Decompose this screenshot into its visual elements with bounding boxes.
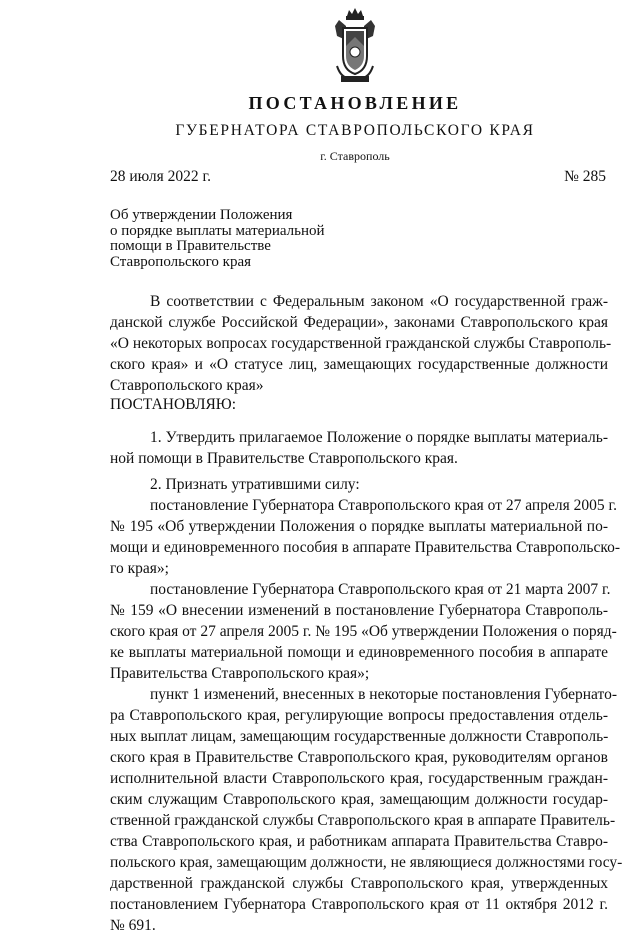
subject-line: Ставропольского края [110,253,251,270]
item-2-line: ственной гражданской службы Ставропольского края в аппарате Правитель- [110,812,616,829]
item-2-line: постановление Губернатора Ставропольского края от 21 марта 2007 г. [150,581,611,598]
document-date: 28 июля 2022 г. [110,168,211,185]
item-2-line: ных выплат лицам, замещающим государственные должности Ставрополь- [110,728,609,745]
coat-of-arms-icon [333,6,377,86]
preamble-line: В соответствии с Федеральным законом «О государственной граж- [150,293,608,310]
item-2-line: мощи и единовременного пособия в аппарате Правительства Ставропольско- [110,539,621,556]
preamble-line: ского края» и «О статусе лиц, замещающих государственные должности [110,356,608,373]
document-number: № 285 [564,168,606,185]
preamble [110,291,612,396]
item-2-line: № 691. [110,917,156,934]
item-2-line: го края»; [110,560,169,577]
item-2-line: ра Ставропольского края, регулирующие вопросы предоставления отдель- [110,707,608,724]
subject-line: помощи в Правительстве [110,238,271,254]
item-1 [110,427,608,469]
item-1-line: ной помощи в Правительстве Ставропольского края. [110,450,458,467]
item-2-line: постановлением Губернатора Ставропольского края от 11 октября 2012 г. [110,896,608,913]
item-2-line: постановление Губернатора Ставропольского края от 27 апреля 2005 г. [150,497,617,514]
item-2-line: 2. Признать утратившими силу: [150,476,360,493]
subject-line: о порядке выплаты материальной [110,222,325,239]
item-2-line: исполнительной власти Ставропольского края, государственным граждан- [110,770,608,787]
item-2-line: Правительства Ставропольского края»; [110,665,370,682]
item-2-line: ского края от 27 апреля 2005 г. № 195 «Об утверждении Положения о поряд- [110,623,617,640]
item-2-line: польского края, замещающим должности, не являющиеся должностями госу- [110,854,623,871]
item-1-line: 1. Утвердить прилагаемое Положение о порядке выплаты материаль- [150,429,608,446]
preamble-line: данской службе Российской Федерации», законами Ставропольского края [110,314,608,331]
city: г. Ставрополь [320,149,390,163]
subject-line: Об утверждении Положения [110,207,293,223]
item-2-line: пункт 1 изменений, внесенных в некоторые постановления Губернато- [150,686,617,703]
item-2 [110,474,623,936]
item-2-line: ства Ставропольского края, и работникам аппарата Правительства Ставро- [110,833,608,850]
issuer-title: ГУБЕРНАТОРА СТАВРОПОЛЬСКОГО КРАЯ [175,122,535,139]
item-2-line: № 159 «О внесении изменений в постановление Губернатора Ставрополь- [110,602,608,619]
preamble-line: «О некоторых вопросах государственной гражданской службы Ставрополь- [110,335,612,352]
item-2-line: дарственной гражданской службы Ставропольского края, утвержденных [110,875,608,892]
decree-word: ПОСТАНОВЛЯЮ: [110,396,237,413]
preamble-line: Ставропольского края» [110,377,264,394]
item-2-line: ским служащим Ставропольского края, замещающим должности государ- [110,791,608,808]
document-title: ПОСТАНОВЛЕНИЕ [248,93,462,113]
item-2-line: ского края в Правительстве Ставропольского края, руководителям органов [110,749,608,766]
item-2-line: № 195 «Об утверждении Положения о порядке выплаты материальной по- [110,518,608,535]
item-2-line: ке выплаты материальной помощи и единовременного пособия в аппарате [110,644,608,661]
document-subject [110,208,370,270]
